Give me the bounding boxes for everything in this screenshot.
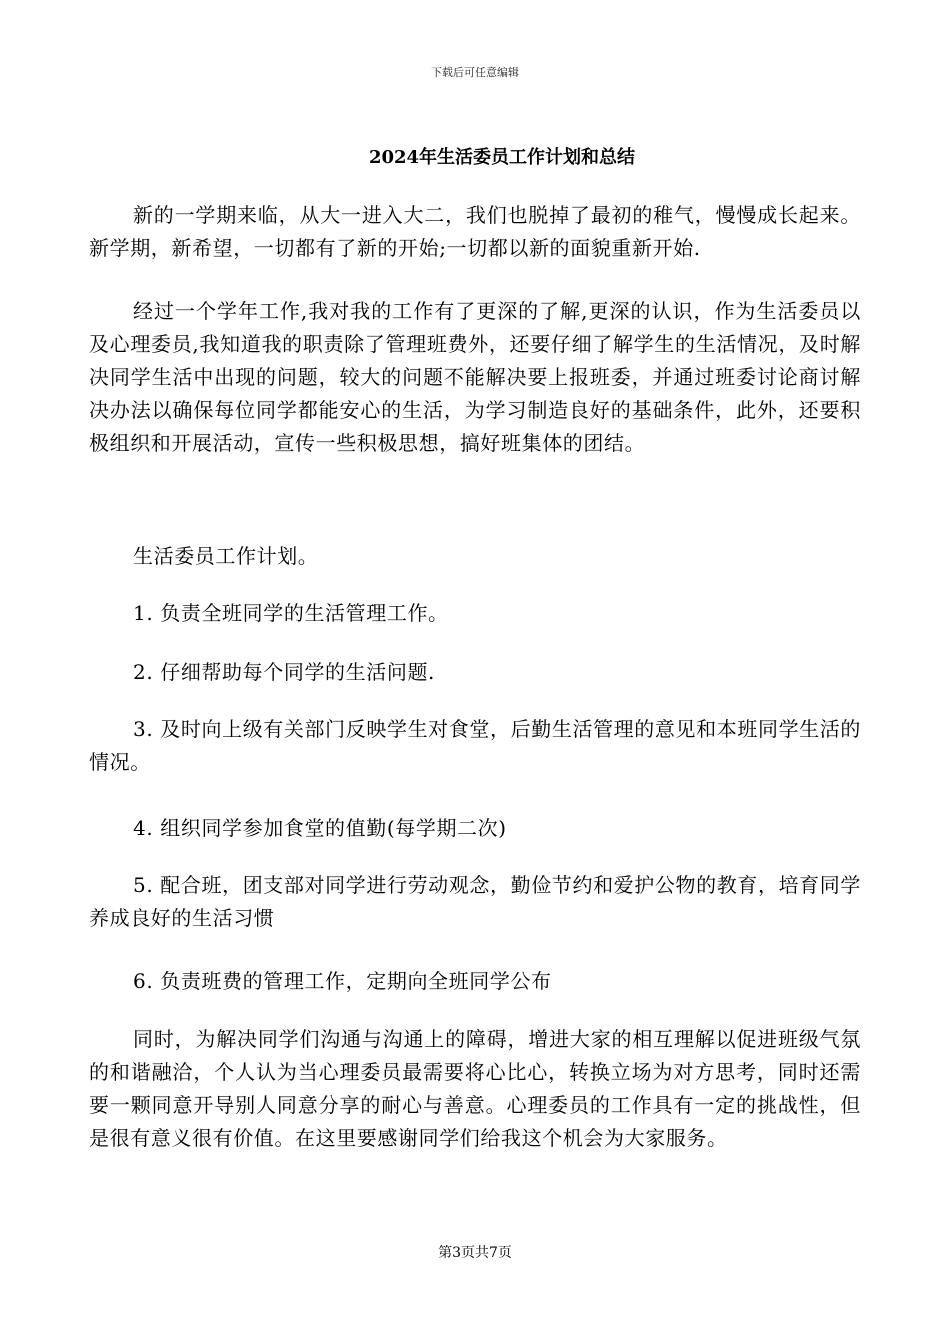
- list-item-3: 3. 及时向上级有关部门反映学生对食堂，后勤生活管理的意见和本班同学生活的情况。: [89, 717, 861, 774]
- header-note: 下载后可任意编辑: [431, 66, 519, 79]
- list-item-5: 5. 配合班，团支部对同学进行劳动观念，勤俭节约和爱护公物的教育，培育同学养成良好的生活习惯: [89, 873, 861, 930]
- paragraph-closing: 同时，为解决同学们沟通与沟通上的障碍，增进大家的相互理解以促进班级气氛的和谐融洽，个人认为当心理委员最需要将心比心，转换立场为对方思考，同时还需要一颗同意开导别人同意分享的耐心与善意。心理委员的工作具有一定的挑战性，但是很有意义很有价值。在这里要感谢同学们给我这个机会为大家服务。: [89, 1027, 861, 1150]
- paragraph-intro: 新的一学期来临，从大一进入大二，我们也脱掉了最初的稚气，慢慢成长起来。新学期，新希望，一切都有了新的开始;一切都以新的面貌重新开始.: [89, 203, 861, 260]
- list-item-4: 4. 组织同学参加食堂的值勤(每学期二次): [133, 816, 507, 840]
- list-item-1: 1. 负责全班同学的生活管理工作。: [133, 601, 449, 625]
- document-title: 2024年生活委员工作计划和总结: [368, 147, 636, 168]
- paragraph-plan-heading: 生活委员工作计划。: [133, 544, 319, 568]
- paragraph-responsibilities: 经过一个学年工作,我对我的工作有了更深的了解,更深的认识，作为生活委员以及心理委员,我知道我的职责除了管理班费外，还要仔细了解学生的生活情况，及时解决同学生活中出现的问题，较大的问题不能解决要上报班委，并通过班委讨论商讨解决办法以确保每位同学都能安心的生活，为学习制造良好的基础条件，此外，还要积极组织和开展活动，宣传一些积极思想，搞好班集体的团结。: [89, 299, 861, 455]
- list-item-2: 2. 仔细帮助每个同学的生活问题.: [133, 660, 435, 684]
- list-item-6: 6. 负责班费的管理工作，定期向全班同学公布: [133, 969, 552, 993]
- page-number: 第3页共7页: [438, 1245, 512, 1261]
